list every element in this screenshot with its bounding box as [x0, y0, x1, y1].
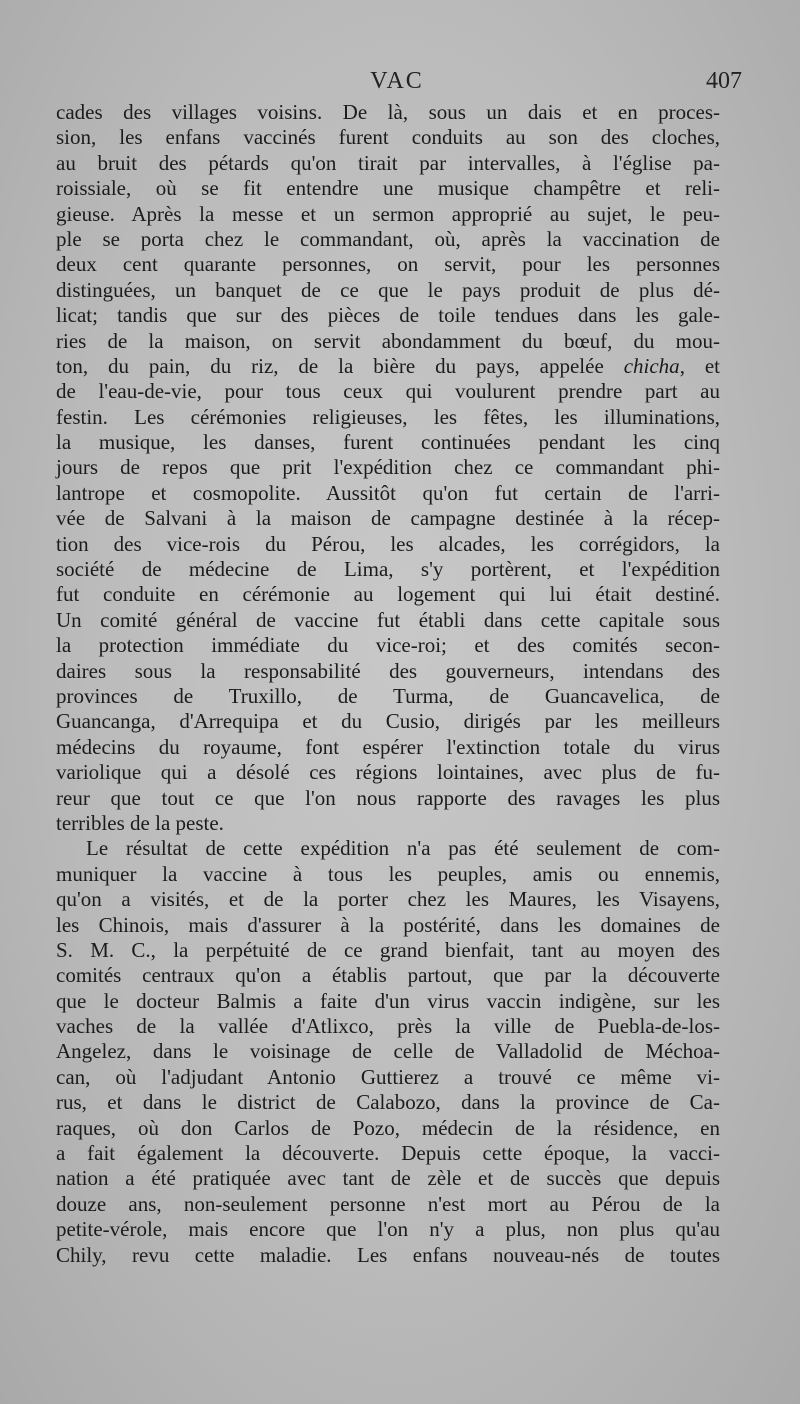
text-line: deux cent quarante personnes, on servit, pour les personnes [56, 252, 720, 277]
text-line: terribles de la peste. [56, 810, 224, 835]
text-line: Le résultat de cette expédition n'a pas été seulement de com- [86, 836, 720, 861]
text-line: Un comité général de vaccine fut établi dans cette capitale sous [56, 607, 720, 632]
text-line: reur que tout ce que l'on nous rapporte des ravages les plus [56, 785, 720, 810]
text-line: S. M. C., la perpétuité de ce grand bienfait, tant au moyen des [56, 937, 720, 962]
page-number: 407 [706, 68, 742, 94]
text-line: muniquer la vaccine à tous les peuples, amis ou ennemis, [56, 861, 720, 886]
text-line: lantrope et cosmopolite. Aussitôt qu'on fut certain de l'arri- [56, 480, 720, 505]
text-line: sion, les enfans vaccinés furent conduits au son des cloches, [56, 125, 720, 150]
paragraph [56, 836, 720, 1268]
text-line: ries de la maison, on servit abondamment du bœuf, du mou- [56, 328, 720, 353]
text-line: tion des vice-rois du Pérou, les alcades, les corrégidors, la [56, 531, 720, 556]
text-line: la musique, les danses, furent continuées pendant les cinq [56, 430, 720, 455]
text-line: de l'eau-de-vie, pour tous ceux qui voulurent prendre part au [56, 379, 720, 404]
text-line: douze ans, non-seulement personne n'est mort au Pérou de la [56, 1191, 720, 1216]
text-line: roissiale, où se fit entendre une musique champêtre et reli- [56, 176, 720, 201]
text-line: distinguées, un banquet de ce que le pays produit de plus dé- [56, 277, 720, 302]
text-line: au bruit des pétards qu'on tirait par intervalles, à l'église pa- [56, 150, 720, 175]
text-line: festin. Les cérémonies religieuses, les fêtes, les illuminations, [56, 404, 720, 429]
text-line: nation a été pratiquée avec tant de zèle et de succès que depuis [56, 1166, 720, 1191]
text-line: ple se porta chez le commandant, où, après la vaccination de [56, 226, 720, 251]
text-line: rus, et dans le district de Calabozo, dans la province de Ca- [56, 1090, 720, 1115]
text-line: petite-vérole, mais encore que l'on n'y a plus, non plus qu'au [56, 1217, 720, 1242]
text-line: licat; tandis que sur des pièces de toile tendues dans les gale- [56, 303, 720, 328]
text-line: la protection immédiate du vice-roi; et des comités secon- [56, 633, 720, 658]
text-line: gieuse. Après la messe et un sermon approprié au sujet, le peu- [56, 201, 720, 226]
text-line: vée de Salvani à la maison de campagne destinée à la récep- [56, 506, 720, 531]
text-line: can, où l'adjudant Antonio Guttierez a trouvé ce même vi- [56, 1064, 720, 1089]
text-line: Angelez, dans le voisinage de celle de Valladolid de Méchoa- [56, 1039, 720, 1064]
text-line: a fait également la découverte. Depuis cette époque, la vacci- [56, 1141, 720, 1166]
text-line: médecins du royaume, font espérer l'extinction totale du virus [56, 734, 720, 759]
text-line: Guancanga, d'Arrequipa et du Cusio, dirigés par les meilleurs [56, 709, 720, 734]
text-line: que le docteur Balmis a faite d'un virus vaccin indigène, sur les [56, 988, 720, 1013]
text-line: comités centraux qu'on a établis partout, que par la découverte [56, 963, 720, 988]
body-text [56, 100, 720, 1268]
text-line: jours de repos que prit l'expédition chez ce commandant phi- [56, 455, 720, 480]
text-line: fut conduite en cérémonie au logement qui lui était destiné. [56, 582, 720, 607]
text-line: société de médecine de Lima, s'y portèrent, et l'expédition [56, 557, 720, 582]
paragraph [56, 100, 720, 836]
text-line: daires sous la responsabilité des gouverneurs, intendans des [56, 658, 720, 683]
text-line: raques, où don Carlos de Pozo, médecin de la résidence, en [56, 1115, 720, 1140]
text-line: variolique qui a désolé ces régions lointaines, avec plus de fu- [56, 760, 720, 785]
text-line: vaches de la vallée d'Atlixco, près la ville de Puebla-de-los- [56, 1014, 720, 1039]
text-line: les Chinois, mais d'assurer à la postérité, dans les domaines de [56, 912, 720, 937]
text-line: cades des villages voisins. De là, sous un dais et en proces- [56, 100, 720, 124]
text-line: Chily, revu cette maladie. Les enfans nouveau-nés de toutes [56, 1242, 720, 1267]
text-line: ton, du pain, du riz, de la bière du pays, appelée chicha, et [56, 353, 721, 378]
text-line: qu'on a visités, et de la porter chez les Maures, les Visayens, [56, 887, 720, 912]
text-line: provinces de Truxillo, de Turma, de Guancavelica, de [56, 683, 720, 708]
running-title: VAC [370, 68, 424, 94]
running-head [52, 68, 742, 102]
